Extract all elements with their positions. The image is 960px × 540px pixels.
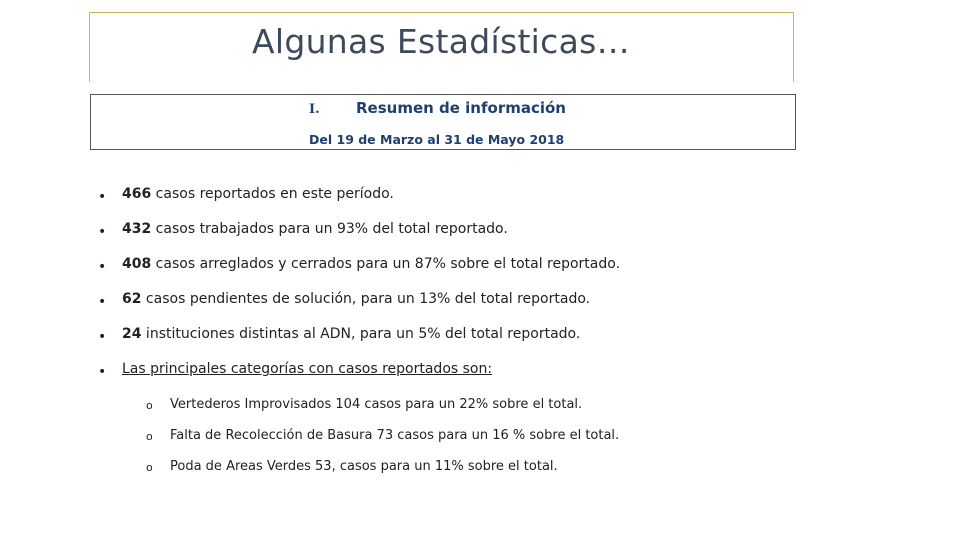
case-count: 408 — [122, 256, 152, 272]
list-item-text: casos reportados en este período. — [151, 186, 394, 202]
list-item-text: casos pendientes de solución, para un 13% del total reportado. — [141, 291, 591, 307]
summary-heading: Resumen de información — [356, 99, 566, 117]
list-item-text: casos trabajados para un 93% del total reportado. — [151, 221, 508, 237]
institution-count: 24 — [122, 326, 142, 342]
category-text: Poda de Areas Verdes 53, casos para un 11% sobre el total. — [170, 459, 558, 474]
category-text: Vertederos Improvisados 104 casos para un 22% sobre el total. — [170, 397, 583, 412]
circle-bullet-icon: o — [146, 399, 153, 412]
case-count: 432 — [122, 221, 152, 237]
circle-bullet-icon: o — [146, 430, 153, 443]
bullet-icon: • — [98, 294, 107, 310]
category-text: Falta de Recolección de Basura 73 casos para un 16 % sobre el total. — [170, 428, 620, 443]
slide-title: Algunas Estadísticas… — [252, 22, 630, 61]
section-numeral: I. — [309, 102, 320, 117]
list-item-text: casos arreglados y cerrados para un 87% sobre el total reportado. — [151, 256, 621, 272]
bullet-icon: • — [98, 189, 107, 205]
summary-date-range: Del 19 de Marzo al 31 de Mayo 2018 — [309, 132, 565, 147]
summary-box — [90, 94, 796, 150]
categories-heading: Las principales categorías con casos reportados son: — [122, 361, 493, 377]
list-item-text: instituciones distintas al ADN, para un 5% del total reportado. — [141, 326, 581, 342]
case-count: 466 — [122, 186, 152, 202]
bullet-icon: • — [98, 329, 107, 345]
circle-bullet-icon: o — [146, 461, 153, 474]
bullet-icon: • — [98, 259, 107, 275]
case-count: 62 — [122, 291, 142, 307]
bullet-icon: • — [98, 224, 107, 240]
bullet-icon: • — [98, 364, 107, 380]
